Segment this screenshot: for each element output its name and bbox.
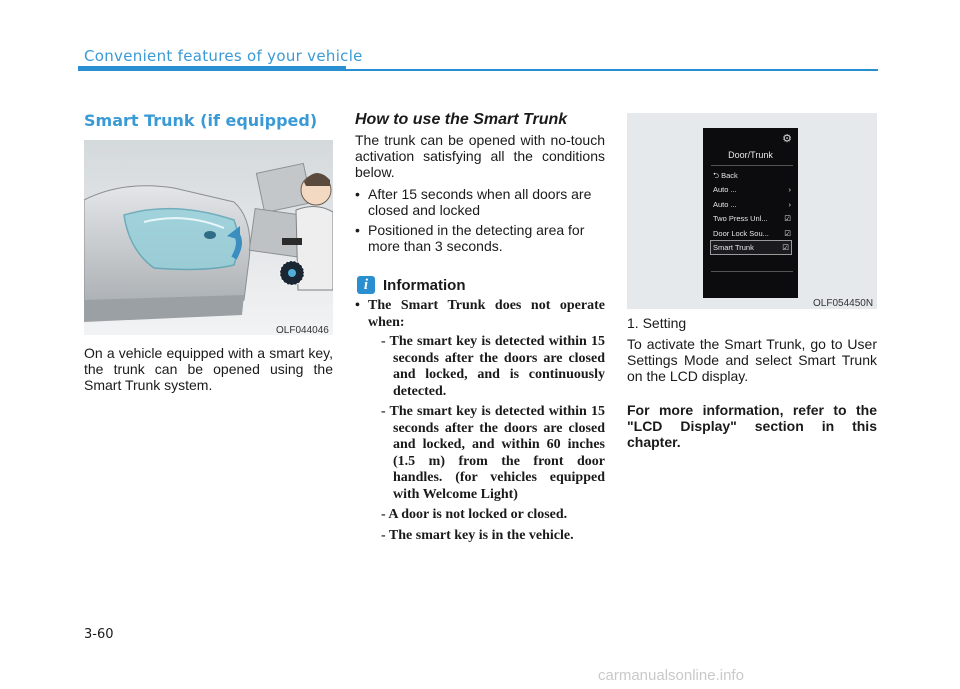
condition-item: • After 15 seconds when all doors are closed and locked	[355, 186, 605, 218]
info-item: - A door is not locked or closed.	[381, 507, 568, 522]
gear-icon: ⚙	[782, 133, 792, 145]
header-rule-thin	[346, 69, 878, 71]
checkbox-checked-icon: ☑	[784, 214, 791, 223]
lcd-item-label: Door Lock Sou...	[713, 229, 769, 238]
page-number: 3-60	[84, 627, 114, 642]
chevron-right-icon: ›	[788, 200, 791, 209]
lcd-item-label: Auto ...	[713, 200, 737, 209]
lcd-item-two-press	[713, 212, 791, 225]
step-label: 1. Setting	[627, 315, 687, 331]
figure-code-right: OLF054450N	[813, 298, 874, 309]
lcd-sep	[711, 271, 793, 272]
car-trunk-person-illustration	[84, 140, 333, 335]
conditions-list	[355, 186, 605, 258]
header-rule-thick	[78, 66, 346, 71]
lcd-item-auto-2	[713, 198, 791, 211]
lcd-item-door-lock	[713, 227, 791, 240]
lcd-item-smart-trunk	[711, 241, 791, 254]
checkbox-checked-icon: ☑	[784, 229, 791, 238]
lcd-sep	[711, 165, 793, 166]
lcd-item-label: Smart Trunk	[713, 243, 754, 252]
info-title: Information	[383, 277, 466, 294]
info-icon: i	[357, 276, 375, 294]
back-arrow-icon: ⮌	[713, 171, 720, 180]
info-lead: • The Smart Trunk does not operate when:	[355, 298, 605, 331]
lcd-item-label: Two Press Unl...	[713, 214, 768, 223]
info-item: - The smart key is detected within 15 seconds after the doors are closed and locked, and within 60 inches (1.5 m) from the front door handles. (for vehicles equipped with Welcome Light)	[381, 404, 605, 502]
chevron-right-icon: ›	[788, 185, 791, 194]
watermark: carmanualsonline.info	[598, 667, 744, 684]
lcd-item-auto-1	[713, 183, 791, 196]
lcd-item-label: Back	[721, 171, 738, 180]
lcd-item-back	[713, 169, 791, 182]
intro-text: The trunk can be opened with no-touch activation satisfying all the conditions below.	[355, 132, 605, 180]
lcd-item-label: Auto ...	[713, 185, 737, 194]
info-item: - The smart key is in the vehicle.	[381, 527, 574, 543]
condition-item: • Positioned in the detecting area for more than 3 seconds.	[355, 222, 605, 254]
info-block	[355, 298, 605, 548]
section-heading: Smart Trunk (if equipped)	[84, 111, 318, 130]
how-to-heading: How to use the Smart Trunk	[355, 111, 568, 128]
checkbox-checked-icon: ☑	[782, 243, 789, 252]
header-title: Convenient features of your vehicle	[84, 47, 363, 65]
reference-note: For more information, refer to the "LCD Display" section in this chapter.	[627, 402, 877, 450]
info-item: - The smart key is detected within 15 seconds after the doors are closed and locked, and is continuously detected.	[381, 334, 605, 399]
lcd-screen	[703, 128, 798, 298]
lcd-title: Door/Trunk	[728, 150, 773, 160]
figure-code-left: OLF044046	[276, 325, 329, 336]
trunk-illustration	[84, 140, 333, 335]
right-body-text: To activate the Smart Trunk, go to User Settings Mode and select Smart Trunk on the LCD display.	[627, 336, 877, 384]
left-body-text: On a vehicle equipped with a smart key, the trunk can be opened using the Smart Trunk system.	[84, 345, 333, 393]
